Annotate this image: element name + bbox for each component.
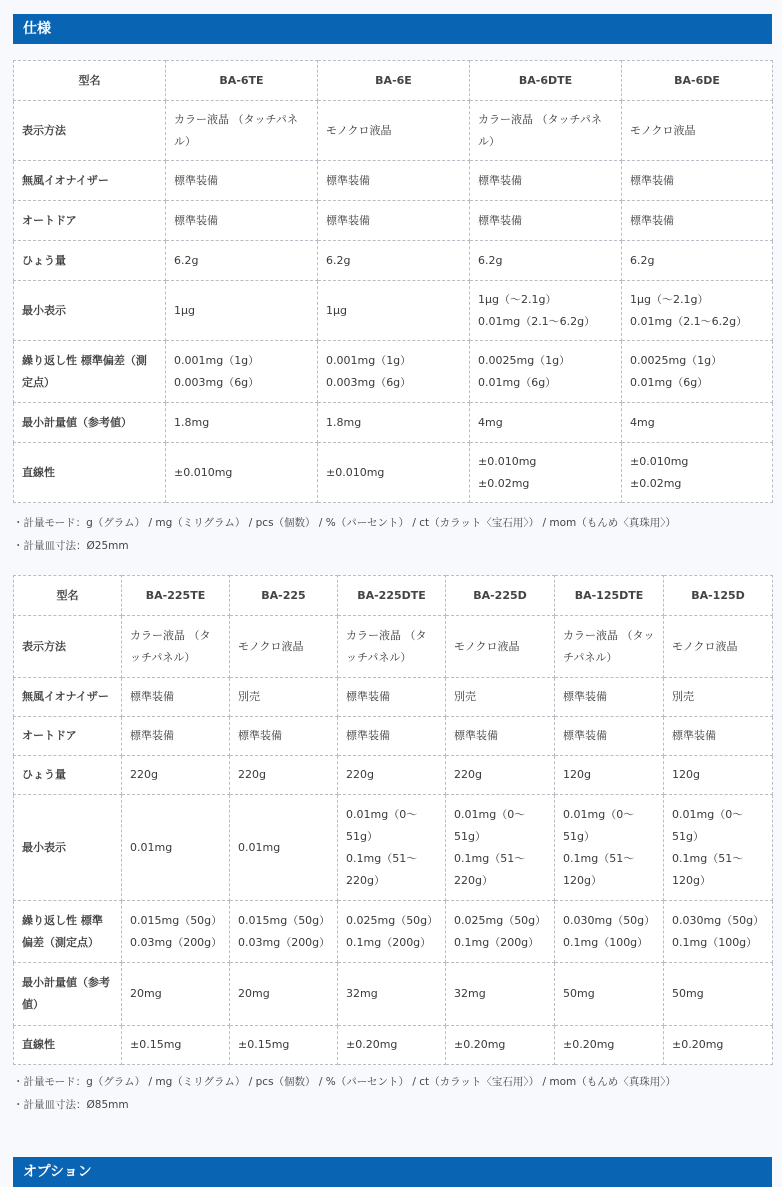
spec-value-cell [622,161,773,201]
spec-value: 32mg [346,987,378,1000]
spec-value-cell [318,101,470,161]
spec-value: 別売 [672,690,694,703]
spec-value: ±0.20mg [672,1038,724,1051]
spec-value-cell [318,201,470,241]
spec-value: 標準装備 [630,213,674,227]
spec-value: ±0.010mg [326,465,385,479]
spec-row [14,341,773,403]
spec-value-cell [338,678,446,717]
spec-value-cell [318,443,470,503]
spec-value: 0.025mg（50g） [454,913,547,927]
spec-value: 0.01mg（2.1～6.2g） [478,314,596,328]
spec-value: 標準装備 [478,213,522,227]
spec-row-label: ひょう量 [14,756,122,795]
spec-row-label: 表示方法 [14,616,122,678]
spec-row [14,963,773,1026]
spec-table-1 [13,60,773,503]
spec-row [14,616,773,678]
spec-value: カラー液晶 （タッチパネル） [346,628,427,664]
spec-value-cell [166,443,318,503]
spec-value-cell [446,678,555,717]
spec-value-cell [622,101,773,161]
spec-value-cell [338,963,446,1026]
spec-value-cell [446,756,555,795]
spec-value-cell [446,795,555,901]
spec-value: 32mg [454,987,486,1000]
spec-value: ±0.02mg [478,476,530,490]
spec-value: 標準装備 [174,173,218,187]
spec-value: 0.1mg（51～220g） [454,851,526,887]
spec-value-cell [318,161,470,201]
spec-value: 標準装備 [346,729,390,742]
spec-value-cell [230,756,338,795]
spec-value: 0.1mg（51～120g） [672,851,744,887]
spec-value: 標準装備 [478,173,522,187]
spec-row [14,1026,773,1065]
spec-value: 1μg（～2.1g） [630,292,709,306]
spec-value-cell [166,341,318,403]
spec-value-cell [122,1026,230,1065]
spec-value: 0.01mg（0～51g） [454,807,526,843]
spec-row [14,281,773,341]
spec-value-cell [622,403,773,443]
spec-value: 120g [563,768,591,781]
spec-value-cell [338,717,446,756]
spec-value: カラー液晶 （タッチパネル） [563,628,655,664]
spec-value: 6.2g [174,253,199,267]
spec-value-cell [318,341,470,403]
model-header-label: 型名 [14,576,122,616]
spec-value-cell [664,717,773,756]
options-heading-text: オプション [23,1164,92,1180]
spec-value: 0.1mg（100g） [672,935,758,949]
spec-value: カラー液晶 （タッチパネル） [130,628,211,664]
spec-table-2 [13,575,773,1065]
spec-value-cell [622,443,773,503]
spec-value-cell [338,795,446,901]
model-name: BA-6E [318,61,470,101]
spec-row [14,201,773,241]
spec-value: 0.1mg（100g） [563,935,649,949]
spec-row-label: オートドア [14,717,122,756]
spec-value-cell [664,616,773,678]
spec-value: 標準装備 [630,173,674,187]
spec-value-cell [470,101,622,161]
spec-value: 0.003mg（6g） [326,375,412,389]
spec-value: 0.01mg [130,840,173,854]
spec-value-cell [470,161,622,201]
spec-value-cell [446,616,555,678]
spec-value: 1μg [326,303,347,317]
spec-value: 20mg [238,987,270,1000]
spec-value: ±0.15mg [130,1038,182,1051]
options-section-heading [13,1157,772,1187]
spec-value: 0.03mg（200g） [238,935,331,949]
model-name: BA-6DE [622,61,773,101]
spec-value: 0.001mg（1g） [174,353,260,367]
spec-value-cell [555,756,664,795]
spec-value: 6.2g [630,253,655,267]
spec-row [14,241,773,281]
spec-value-cell [122,616,230,678]
spec-value: モノクロ液晶 [630,123,696,137]
spec-value-cell [470,341,622,403]
spec-value: ±0.010mg [630,454,689,468]
model-name: BA-6DTE [470,61,622,101]
spec-value-cell [318,241,470,281]
spec-value-cell [338,616,446,678]
spec-note: ・計量モード：g（グラム） / mg（ミリグラム） / pcs（個数） / %（パーセント） / ct（カラット〈宝石用〉） / mom（もんめ〈真珠用〉） [13,1076,677,1088]
spec-value: 0.01mg [238,840,281,854]
spec-value-cell [446,963,555,1026]
spec-value-cell [122,901,230,963]
spec-value: 0.001mg（1g） [326,353,412,367]
spec-value: 0.030mg（50g） [563,913,656,927]
spec-value-cell [166,403,318,443]
model-name: BA-125DTE [555,576,664,616]
spec-value: 標準装備 [346,690,390,703]
spec-value: 1.8mg [174,415,210,429]
spec-value-cell [230,901,338,963]
spec-value: 0.03mg（200g） [130,935,223,949]
spec-value: 標準装備 [563,690,607,703]
spec-value-cell [664,756,773,795]
spec-row [14,756,773,795]
spec-notes-2 [13,1071,772,1117]
spec-row-label: 繰り返し性 標準偏差（測定点） [14,341,166,403]
spec-value: 0.025mg（50g） [346,913,439,927]
spec-value-cell [122,756,230,795]
spec-row-label: 直線性 [14,1026,122,1065]
spec-value-cell [318,281,470,341]
spec-value-cell [555,901,664,963]
spec-value: 0.003mg（6g） [174,375,260,389]
spec-value: 標準装備 [326,173,370,187]
spec-value: 標準装備 [672,729,716,742]
spec-value: 0.015mg（50g） [238,913,331,927]
model-name: BA-6TE [166,61,318,101]
spec-value-cell [555,1026,664,1065]
spec-value-cell [470,403,622,443]
spec-note: ・計量皿寸法：Ø25mm [13,540,129,552]
model-name: BA-125D [664,576,773,616]
spec-value: 標準装備 [130,729,174,742]
spec-row-label: 最小表示 [14,795,122,901]
spec-value: ±0.20mg [454,1038,506,1051]
spec-value-cell [230,1026,338,1065]
spec-value: 20mg [130,987,162,1000]
spec-row [14,101,773,161]
spec-section-heading [13,14,772,44]
spec-value: 120g [672,768,700,781]
spec-value: 0.01mg（6g） [478,375,557,389]
spec-value-cell [230,717,338,756]
spec-note: ・計量皿寸法：Ø85mm [13,1099,129,1111]
spec-row-label: 無風イオナイザー [14,161,166,201]
spec-value: 1.8mg [326,415,362,429]
spec-value-cell [318,403,470,443]
spec-value: 別売 [454,690,476,703]
spec-row [14,795,773,901]
spec-value-cell [622,241,773,281]
spec-value-cell [230,795,338,901]
model-name: BA-225DTE [338,576,446,616]
header-row [14,61,773,101]
spec-value-cell [664,795,773,901]
spec-row-label: 無風イオナイザー [14,678,122,717]
spec-value-cell [555,616,664,678]
spec-value-cell [622,281,773,341]
spec-value-cell [166,241,318,281]
spec-value: 標準装備 [563,729,607,742]
spec-value: ±0.02mg [630,476,682,490]
spec-value-cell [166,101,318,161]
spec-value-cell [470,201,622,241]
spec-row-label: 繰り返し性 標準偏差（測定点） [14,901,122,963]
spec-value: 6.2g [478,253,503,267]
spec-value: モノクロ液晶 [672,639,738,653]
model-name: BA-225TE [122,576,230,616]
spec-value-cell [122,717,230,756]
spec-value: 標準装備 [238,729,282,742]
spec-value: 0.1mg（51～120g） [563,851,635,887]
spec-value-cell [166,161,318,201]
spec-value-cell [622,341,773,403]
spec-value: 0.0025mg（1g） [630,353,723,367]
spec-row-label: 表示方法 [14,101,166,161]
spec-value-cell [446,901,555,963]
spec-value: 0.1mg（51～220g） [346,851,418,887]
spec-value: 220g [130,768,158,781]
spec-value: 0.0025mg（1g） [478,353,571,367]
spec-value-cell [230,678,338,717]
spec-value: 0.01mg（0～51g） [346,807,418,843]
spec-value-cell [230,616,338,678]
spec-value: 0.1mg（200g） [454,935,540,949]
spec-value-cell [470,281,622,341]
spec-value-cell [664,678,773,717]
spec-value: 50mg [672,987,704,1000]
spec-value: 220g [346,768,374,781]
spec-row-label: オートドア [14,201,166,241]
header-row [14,576,773,616]
spec-value-cell [446,717,555,756]
spec-value: 6.2g [326,253,351,267]
spec-value: 標準装備 [454,729,498,742]
spec-value: モノクロ液晶 [238,639,304,653]
spec-notes-1 [13,512,772,558]
spec-value: 標準装備 [174,213,218,227]
spec-value: 4mg [630,415,655,429]
spec-value: 0.01mg（0～51g） [672,807,744,843]
spec-value: 0.1mg（200g） [346,935,432,949]
spec-value-cell [122,795,230,901]
spec-value-cell [338,901,446,963]
spec-value: 220g [238,768,266,781]
spec-value-cell [622,201,773,241]
spec-value: 0.01mg（0～51g） [563,807,635,843]
spec-value: 1μg（～2.1g） [478,292,557,306]
spec-row-label: 最小計量値（参考値） [14,963,122,1026]
spec-value-cell [166,281,318,341]
spec-value-cell [338,756,446,795]
spec-row-label: ひょう量 [14,241,166,281]
spec-value: 0.030mg（50g） [672,913,765,927]
spec-value-cell [555,795,664,901]
spec-value-cell [555,717,664,756]
spec-row-label: 直線性 [14,443,166,503]
spec-value: 4mg [478,415,503,429]
spec-value: モノクロ液晶 [454,639,520,653]
spec-value-cell [338,1026,446,1065]
spec-value: 標準装備 [130,690,174,703]
spec-row [14,717,773,756]
spec-value: 50mg [563,987,595,1000]
spec-row-label: 最小表示 [14,281,166,341]
spec-value-cell [555,678,664,717]
spec-value-cell [470,443,622,503]
spec-value: 220g [454,768,482,781]
spec-value-cell [555,963,664,1026]
spec-value: 0.01mg（6g） [630,375,709,389]
spec-value-cell [664,1026,773,1065]
spec-value-cell [122,678,230,717]
model-name: BA-225 [230,576,338,616]
spec-row [14,901,773,963]
spec-row [14,161,773,201]
spec-value-cell [166,201,318,241]
spec-value: ±0.15mg [238,1038,290,1051]
spec-row [14,403,773,443]
spec-heading-text: 仕様 [23,21,51,37]
spec-value-cell [664,963,773,1026]
spec-value: カラー液晶 （タッチパネル） [478,112,602,148]
spec-value: ±0.20mg [563,1038,615,1051]
spec-value-cell [230,963,338,1026]
spec-value: 0.015mg（50g） [130,913,223,927]
model-name: BA-225D [446,576,555,616]
spec-value: ±0.20mg [346,1038,398,1051]
spec-value-cell [122,963,230,1026]
spec-value: モノクロ液晶 [326,123,392,137]
spec-row [14,678,773,717]
spec-value: ±0.010mg [174,465,233,479]
spec-value: 標準装備 [326,213,370,227]
spec-value: 別売 [238,690,260,703]
spec-note: ・計量モード：g（グラム） / mg（ミリグラム） / pcs（個数） / %（パーセント） / ct（カラット〈宝石用〉） / mom（もんめ〈真珠用〉） [13,517,677,529]
spec-value: 0.01mg（2.1～6.2g） [630,314,748,328]
spec-value: ±0.010mg [478,454,537,468]
spec-row-label: 最小計量値（参考値） [14,403,166,443]
spec-value-cell [664,901,773,963]
spec-value: カラー液晶 （タッチパネル） [174,112,298,148]
model-header-label: 型名 [14,61,166,101]
spec-value-cell [470,241,622,281]
spec-value: 1μg [174,303,195,317]
spec-row [14,443,773,503]
spec-value-cell [446,1026,555,1065]
